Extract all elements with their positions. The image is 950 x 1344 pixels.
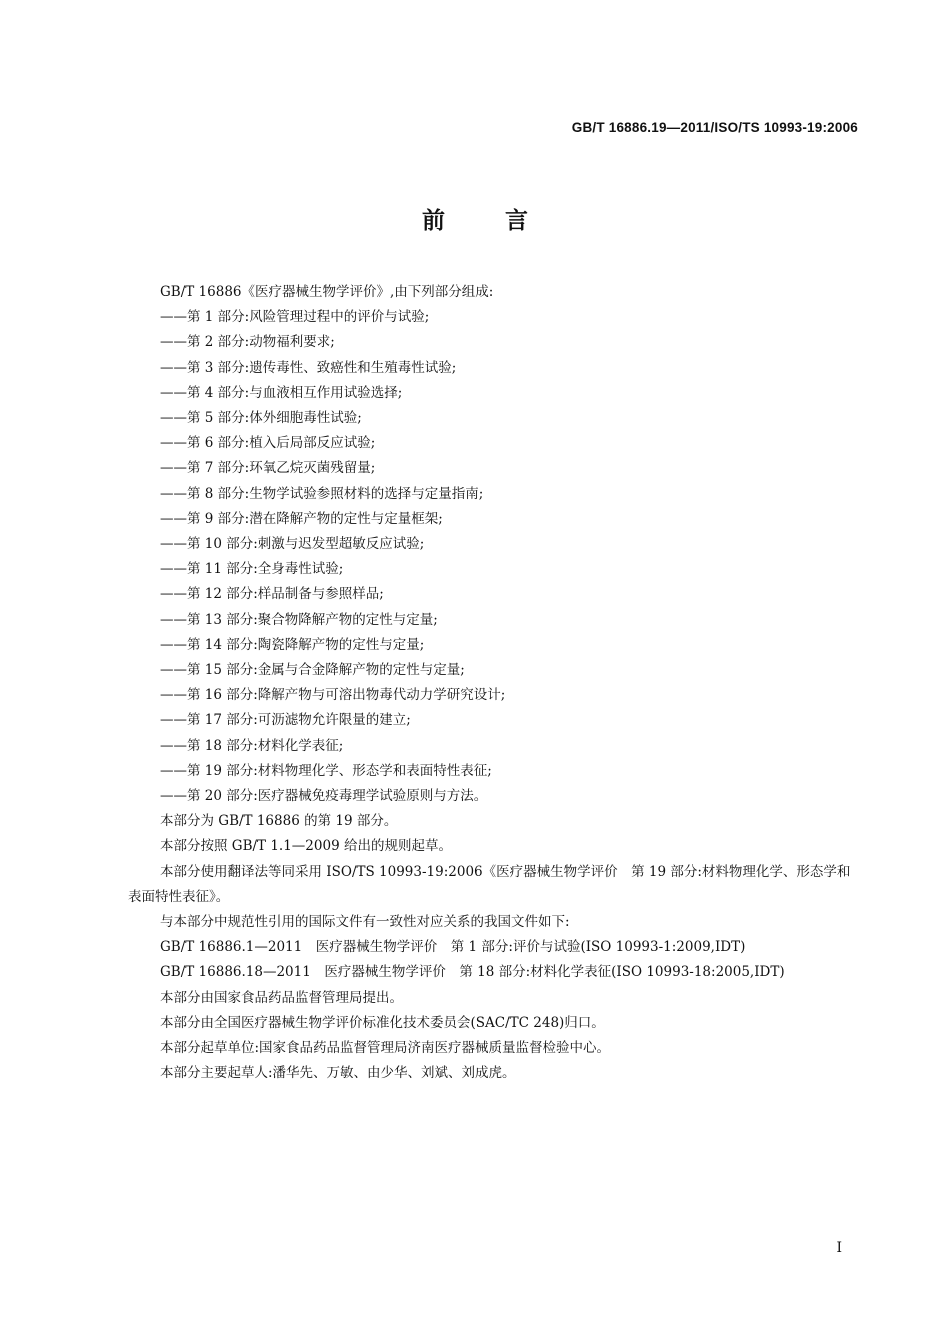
- part-number-statement: 本部分为 GB/T 16886 的第 19 部分。: [160, 813, 398, 830]
- page-number: I: [836, 1240, 842, 1256]
- proposer-statement: 本部分由国家食品药品监督管理局提出。: [160, 989, 403, 1006]
- drafting-rules-statement: 本部分按照 GB/T 1.1—2009 给出的规则起草。: [160, 838, 452, 855]
- part-list-item: ——第 2 部分:动物福利要求;: [160, 334, 335, 351]
- part-list-item: ——第 19 部分:材料物理化学、形态学和表面特性表征;: [160, 762, 492, 779]
- part-list-item: ——第 5 部分:体外细胞毒性试验;: [160, 410, 362, 427]
- reference-standard-18: GB/T 16886.18—2011 医疗器械生物学评价 第 18 部分:材料化学表征(ISO 10993-18:2005,IDT): [160, 964, 785, 981]
- reference-standard-1: GB/T 16886.1—2011 医疗器械生物学评价 第 1 部分:评价与试验(ISO 10993-1:2009,IDT): [160, 939, 746, 956]
- part-list-item: ——第 14 部分:陶瓷降解产物的定性与定量;: [160, 636, 425, 653]
- drafters-statement: 本部分主要起草人:潘华先、万敏、由少华、刘斌、刘成虎。: [160, 1065, 516, 1082]
- intro-paragraph: GB/T 16886《医疗器械生物学评价》,由下列部分组成:: [160, 284, 494, 300]
- part-list-item: ——第 6 部分:植入后局部反应试验;: [160, 435, 376, 452]
- adoption-statement: 本部分使用翻译法等同采用 ISO/TS 10993-19:2006《医疗器械生物学评价 第 19 部分:材料物理化学、形态学和表面特性表征》。: [128, 863, 851, 905]
- committee-statement: 本部分由全国医疗器械生物学评价标准化技术委员会(SAC/TC 248)归口。: [160, 1014, 605, 1031]
- part-list-item: ——第 11 部分:全身毒性试验;: [160, 561, 344, 578]
- page-title: 前言: [422, 208, 588, 234]
- part-list-item: ——第 12 部分:样品制备与参照样品;: [160, 586, 384, 603]
- part-list-item: ——第 10 部分:刺激与迟发型超敏反应试验;: [160, 536, 425, 553]
- part-list-item: ——第 1 部分:风险管理过程中的评价与试验;: [160, 309, 430, 326]
- correspondence-intro: 与本部分中规范性引用的国际文件有一致性对应关系的我国文件如下:: [160, 914, 570, 931]
- part-list-item: ——第 15 部分:金属与合金降解产物的定性与定量;: [160, 662, 465, 679]
- part-list-item: ——第 3 部分:遗传毒性、致癌性和生殖毒性试验;: [160, 359, 457, 376]
- part-list-item: ——第 18 部分:材料化学表征;: [160, 737, 344, 754]
- part-list-item: ——第 16 部分:降解产物与可溶出物毒代动力学研究设计;: [160, 687, 506, 704]
- part-list-item: ——第 8 部分:生物学试验参照材料的选择与定量指南;: [160, 485, 484, 502]
- standard-code-header: GB/T 16886.19—2011/ISO/TS 10993-19:2006: [571, 120, 858, 135]
- drafting-unit-statement: 本部分起草单位:国家食品药品监督管理局济南医疗器械质量监督检验中心。: [160, 1040, 611, 1057]
- part-list-item: ——第 20 部分:医疗器械免疫毒理学试验原则与方法。: [160, 788, 488, 805]
- document-body: [128, 280, 863, 1087]
- part-list-item: ——第 9 部分:潜在降解产物的定性与定量框架;: [160, 510, 443, 527]
- part-list-item: ——第 7 部分:环氧乙烷灭菌残留量;: [160, 460, 376, 477]
- part-list-item: ——第 13 部分:聚合物降解产物的定性与定量;: [160, 611, 438, 628]
- part-list-item: ——第 4 部分:与血液相互作用试验选择;: [160, 384, 403, 401]
- part-list-item: ——第 17 部分:可沥滤物允许限量的建立;: [160, 712, 411, 729]
